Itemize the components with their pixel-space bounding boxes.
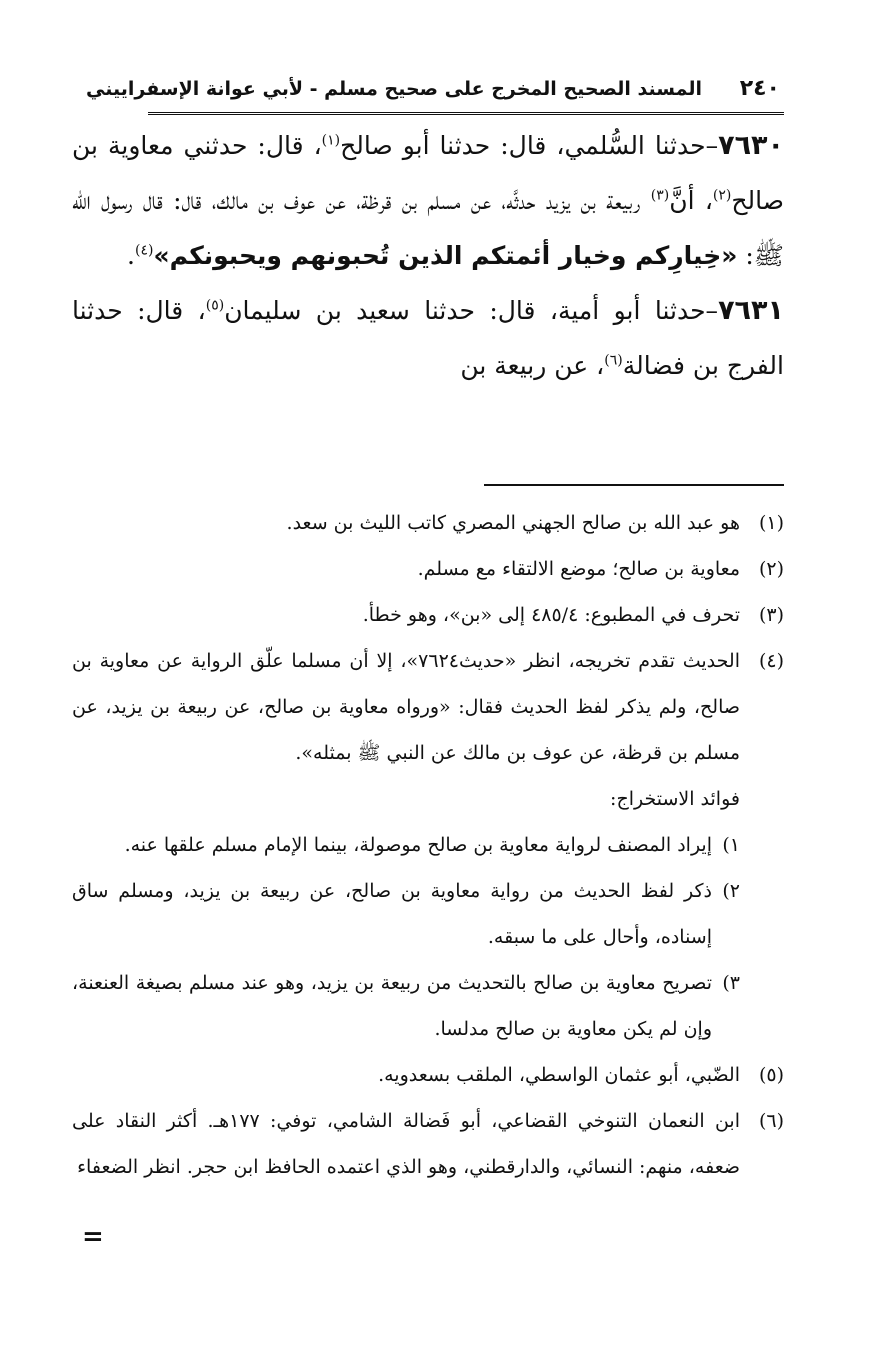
footnote-text: هو عبد الله بن صالح الجهني المصري كاتب الليث بن سعد. bbox=[286, 512, 740, 534]
hadith-text: . bbox=[127, 241, 135, 270]
footnote-number: (٢) bbox=[758, 558, 784, 580]
hadith-text: ربيعة بن يزيد حدثَّه، عن مسلم بن قرظة، عن عوف بن مالك، قال: قال رسول الله ﷺ: bbox=[72, 186, 784, 270]
footnote-ref: (٦) bbox=[604, 352, 623, 369]
footnote-ref: (٢) bbox=[712, 187, 732, 204]
benefit-1 bbox=[72, 822, 784, 868]
footnote-number: (٤) bbox=[758, 650, 784, 672]
hadith-text: ، قال: حدثنا الفرج بن فضالة bbox=[72, 296, 784, 380]
continuation-mark: = bbox=[82, 1222, 104, 1252]
benefit-2 bbox=[72, 868, 784, 960]
footnote-4 bbox=[72, 638, 784, 776]
footnote-ref: (١) bbox=[321, 132, 341, 149]
footnote-3 bbox=[72, 592, 784, 638]
footnote-ref: (٤) bbox=[134, 242, 154, 259]
footnote-text: معاوية بن صالح؛ موضع الالتقاء مع مسلم. bbox=[417, 558, 740, 580]
hadith-number: ٧٦٣٠ bbox=[718, 130, 785, 161]
hadith-text: ، عن ربيعة بن bbox=[460, 351, 605, 380]
footnote-number: (١) bbox=[758, 512, 784, 534]
hadith-text: ، أنَّ bbox=[669, 186, 713, 215]
footnote-ref: (٣) bbox=[650, 187, 670, 204]
running-title: المسند الصحيح المخرج على صحيح مسلم - لأبي عوانة الإسفراييني bbox=[86, 78, 702, 100]
hadith-text: –حدثنا أبو أمية، قال: حدثنا سعيد بن سليمان bbox=[224, 296, 719, 325]
hadith-7631 bbox=[72, 283, 784, 393]
footnote-divider bbox=[484, 484, 784, 486]
footnote-1 bbox=[72, 500, 784, 546]
hadith-7630 bbox=[72, 118, 784, 283]
footnote-5 bbox=[72, 1052, 784, 1098]
prophetic-quote: «خِيارِكم وخيار أئمتكم الذين تُحبونهم ويحبونكم» bbox=[153, 241, 738, 270]
footnote-text: ابن النعمان التنوخي القضاعي، أبو فَضالة الشامي، توفي: ١٧٧هـ. أكثر النقاد على ضعفه، منهم: النسائي، والدارقطني، وهو الذي اعتمده الحافظ ابن حجر. انظر الضعفاء bbox=[72, 1110, 740, 1178]
footnote-text: الضّبي، أبو عثمان الواسطي، الملقب بسعدويه. bbox=[378, 1064, 740, 1086]
footnote-number: (٦) bbox=[758, 1110, 784, 1132]
benefit-number: ٢) bbox=[722, 880, 740, 902]
footnote-ref: (٥) bbox=[205, 297, 225, 314]
benefit-text: ذكر لفظ الحديث من رواية معاوية بن صالح، عن ربيعة بن يزيد، ومسلم ساق إسناده، وأحال على ما سبقه. bbox=[72, 880, 712, 948]
footnote-2 bbox=[72, 546, 784, 592]
benefit-number: ٣) bbox=[722, 972, 740, 994]
footnote-6 bbox=[72, 1098, 784, 1190]
benefit-text: تصريح معاوية بن صالح بالتحديث من ربيعة بن يزيد، وهو عند مسلم بصيغة العنعنة، وإن لم يكن معاوية بن صالح مدلسا. bbox=[72, 972, 712, 1040]
benefit-3 bbox=[72, 960, 784, 1052]
footnote-text: الحديث تقدم تخريجه، انظر «حديث٧٦٢٤»، إلا أن مسلما علّق الرواية عن معاوية بن صالح، ولم يذكر لفظ الحديث فقال: «ورواه معاوية بن صالح، عن ربيعة بن يزيد، عن مسلم بن قرظة، عن عوف بن مالك عن النبي ﷺ بمثله». bbox=[72, 650, 740, 764]
footnote-number: (٥) bbox=[758, 1064, 784, 1086]
benefit-text: إيراد المصنف لرواية معاوية بن صالح موصولة، بينما الإمام مسلم علقها عنه. bbox=[124, 834, 712, 856]
hadith-text: ، قال: حدثني معاوية بن صالح bbox=[72, 131, 784, 215]
benefit-number: ١) bbox=[722, 834, 740, 856]
hadith-text: –حدثنا السُّلمي، قال: حدثنا أبو صالح bbox=[340, 131, 719, 160]
page-number: ٢٤٠ bbox=[739, 76, 780, 101]
footnote-number: (٣) bbox=[758, 604, 784, 626]
benefits-title: فوائد الاستخراج: bbox=[610, 788, 740, 810]
footnotes bbox=[72, 500, 784, 1190]
page-header bbox=[86, 72, 784, 115]
hadith-number: ٧٦٣١ bbox=[718, 295, 784, 326]
footnote-text: تحرف في المطبوع: ٤٨٥/٤ إلى «بن»، وهو خطأ. bbox=[362, 604, 740, 626]
main-text bbox=[72, 118, 784, 393]
